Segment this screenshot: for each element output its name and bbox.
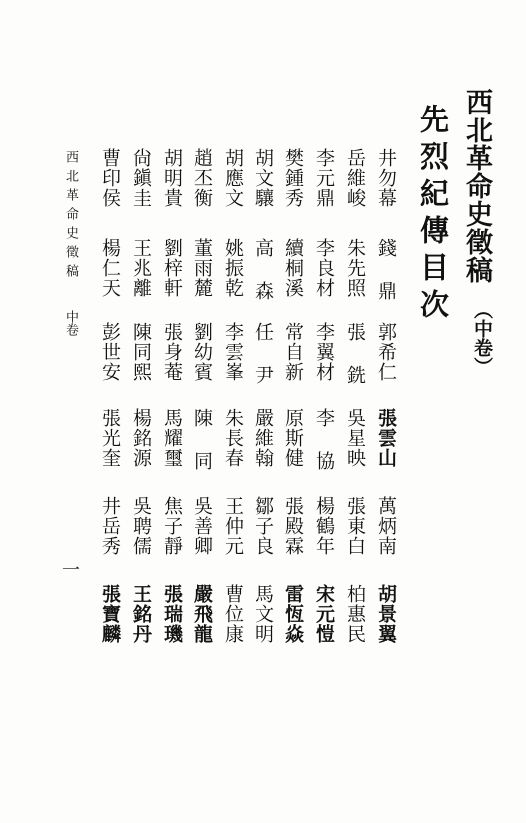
martyr-name: 嚴飛龍 bbox=[191, 584, 213, 644]
martyr-name: 馬耀璽 bbox=[161, 408, 183, 468]
martyr-name: 姚振乾 bbox=[222, 238, 244, 298]
martyr-name: 鄒子良 bbox=[252, 496, 274, 556]
running-head-volume: 中卷 bbox=[63, 310, 78, 336]
martyr-name: 張東白 bbox=[344, 496, 366, 556]
martyr-name: 任 尹 bbox=[252, 322, 274, 385]
martyr-name: 原斯健 bbox=[282, 408, 304, 468]
martyr-name: 張瑞璣 bbox=[161, 584, 183, 644]
martyr-name: 郭希仁 bbox=[375, 322, 397, 382]
martyr-name: 張殿霖 bbox=[282, 496, 304, 556]
martyr-name: 劉幼賓 bbox=[191, 322, 213, 382]
martyr-name: 曹位康 bbox=[222, 584, 244, 644]
page-number: 一 bbox=[59, 560, 80, 578]
section-title: 先烈紀傳目次 bbox=[416, 104, 450, 326]
martyr-name: 楊銘源 bbox=[130, 408, 152, 468]
martyr-name: 李雲峯 bbox=[222, 322, 244, 382]
martyr-name: 張雲山 bbox=[375, 408, 397, 468]
martyr-name: 宋元愷 bbox=[313, 584, 335, 644]
martyr-name: 岳維峻 bbox=[344, 148, 366, 208]
martyr-name: 劉梓軒 bbox=[161, 238, 183, 298]
martyr-name: 李翼材 bbox=[313, 322, 335, 382]
martyr-name: 雷恆焱 bbox=[282, 584, 304, 644]
martyr-name: 曹印侯 bbox=[99, 148, 121, 208]
martyr-name: 李元鼎 bbox=[313, 148, 335, 208]
martyr-name: 高 森 bbox=[252, 238, 274, 301]
martyr-name: 王兆離 bbox=[130, 238, 152, 298]
martyr-name: 趙丕衡 bbox=[191, 148, 213, 208]
martyr-name: 楊鶴年 bbox=[313, 496, 335, 556]
martyr-name: 馬文明 bbox=[252, 584, 274, 644]
martyr-name: 張 銑 bbox=[344, 322, 366, 385]
martyr-name: 張寶麟 bbox=[99, 584, 121, 644]
martyr-name: 陳同熙 bbox=[130, 322, 152, 382]
martyr-name: 楊仁天 bbox=[99, 238, 121, 298]
martyr-name: 胡文驤 bbox=[252, 148, 274, 208]
martyr-name: 吳善卿 bbox=[191, 496, 213, 556]
martyr-name: 常自新 bbox=[282, 322, 304, 382]
martyr-name: 張光奎 bbox=[99, 408, 121, 468]
martyr-name: 柏惠民 bbox=[344, 584, 366, 644]
martyr-name: 王銘丹 bbox=[130, 584, 152, 644]
martyr-name: 焦子靜 bbox=[161, 496, 183, 556]
martyr-name: 朱先照 bbox=[344, 238, 366, 298]
martyr-name: 續桐溪 bbox=[282, 238, 304, 298]
martyr-name: 胡應文 bbox=[222, 148, 244, 208]
martyr-name: 彭世安 bbox=[99, 322, 121, 382]
martyr-name: 嚴維翰 bbox=[252, 408, 274, 468]
martyr-name: 吳聘儒 bbox=[130, 496, 152, 556]
martyr-name: 尙鎭圭 bbox=[130, 148, 152, 208]
martyr-name: 張身菴 bbox=[161, 322, 183, 382]
martyr-name: 井岳秀 bbox=[99, 496, 121, 556]
martyr-name: 胡景翼 bbox=[375, 584, 397, 644]
book-title: 西北革命史徵稿 bbox=[461, 88, 492, 284]
martyr-name: 吳星映 bbox=[344, 408, 366, 468]
martyr-name: 李良材 bbox=[313, 238, 335, 298]
martyr-name: 萬炳南 bbox=[375, 496, 397, 556]
martyr-name: 井勿幕 bbox=[375, 148, 397, 208]
martyr-name: 朱長春 bbox=[222, 408, 244, 468]
martyr-name: 李 協 bbox=[313, 408, 335, 471]
martyr-name: 王仲元 bbox=[222, 496, 244, 556]
martyr-name: 陳 同 bbox=[191, 408, 213, 471]
volume-note: （中卷） bbox=[471, 300, 493, 376]
martyr-name: 錢 鼎 bbox=[375, 238, 397, 301]
martyr-name: 樊鍾秀 bbox=[282, 148, 304, 208]
running-head-title: 西北革命史徵稿 bbox=[63, 150, 78, 283]
martyr-name: 胡明貴 bbox=[161, 148, 183, 208]
martyr-name: 董雨麓 bbox=[191, 238, 213, 298]
